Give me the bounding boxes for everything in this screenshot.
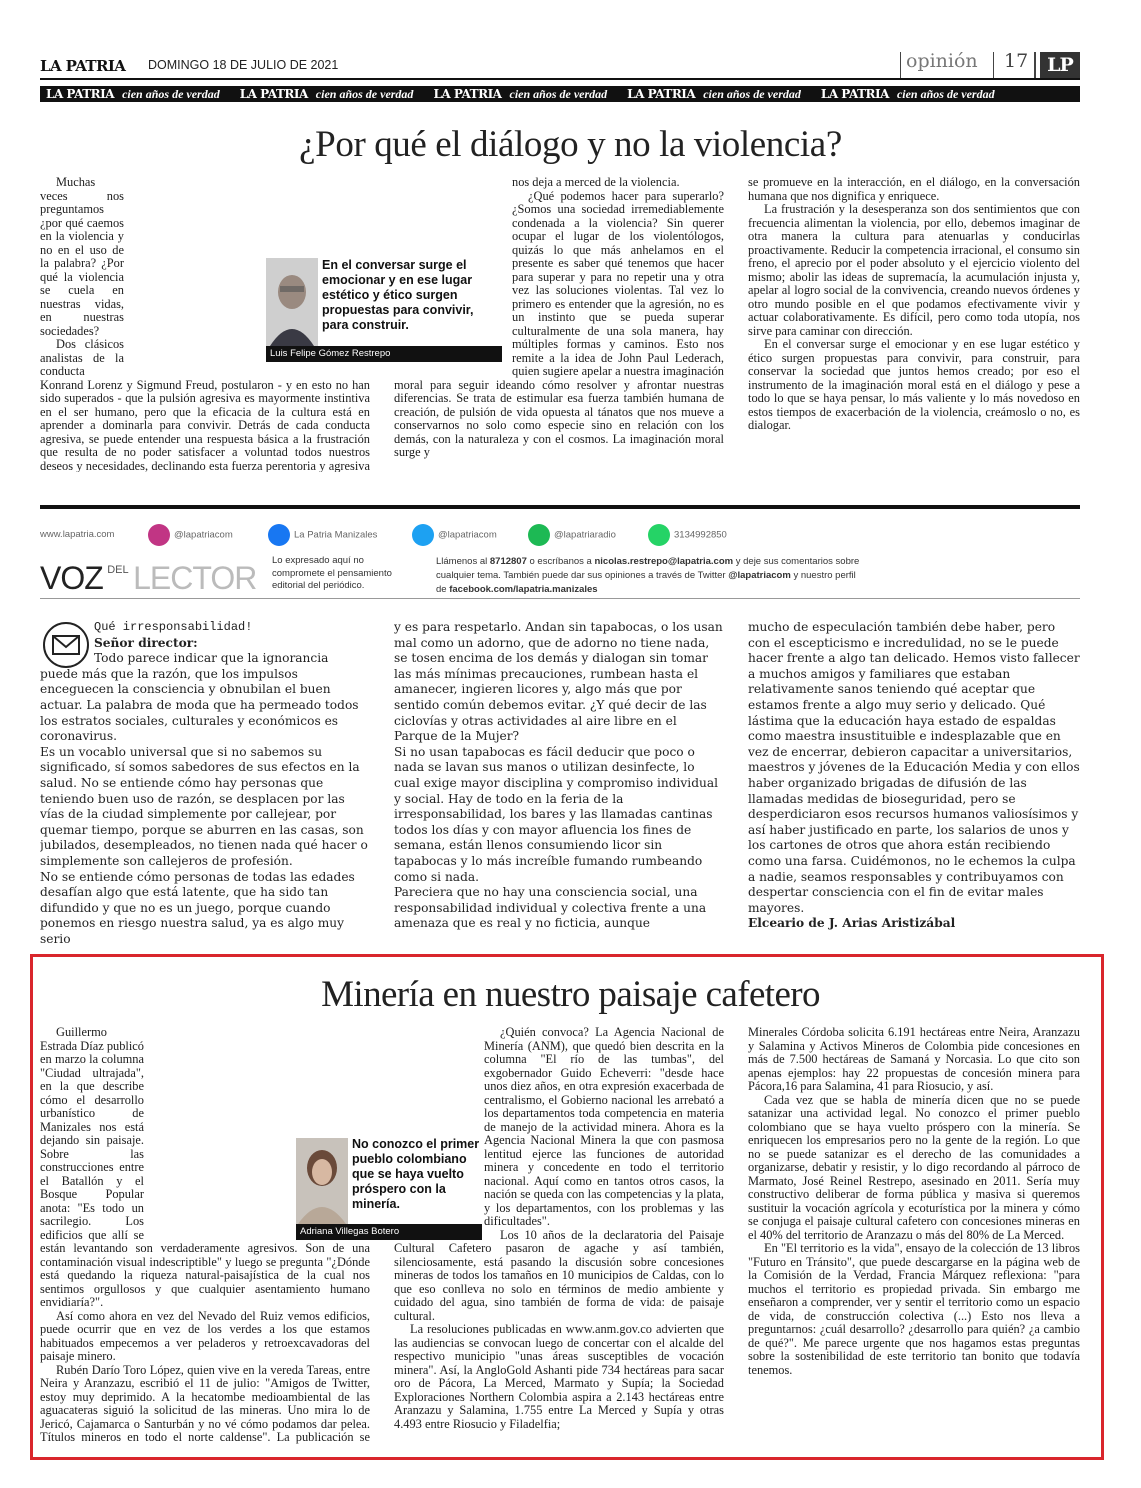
letter-paragraph: mucho de especulación también debe haber, pero con el escepticismo e incredulidad, no se le puede hacer frente a algo tan delicado. Hemos visto fallecer a muchos amigos y familiares que estaban relativamente sanos teniendo qué aceptar que estamos frente a algo muy serio y delicado. Qué lástima que la educación haya estado de espaldas como maestra insustituible e indesplazable que en vez de encerrar, debieron capacitar a universitarios, maestros y jóvenes de la Educación Media y con ellos haber organizado brigadas de difusión de las llamadas medidas de bioseguridad, pero se desperdiciaron esos recursos humanos valiosísimos y así haber justificado en parte, los salarios de unos y los cartones de otros que ahora están recibiendo como una farsa. Cuidémonos, no le echemos la culpa a nadie, seamos responsables y contribuyamos con despertar consciencia con el fin de evitar males mayores. xyxy=(748,620,1080,915)
letter-column-3 xyxy=(748,620,1080,950)
portrait-icon xyxy=(266,258,318,346)
letter-paragraph: Pareciera que no hay una consciencia social, una responsabilidad individual y colectiva frente a una amenaza que es real y no ficticia, aunque xyxy=(394,885,707,931)
pull-quote: En el conversar surge el emocionar y en ese lugar estético y ético surgen propuestas para convivir, para construir. xyxy=(322,258,474,332)
article-paragraph: Rubén Darío Toro López, quien vive en la vereda Tareas, entre Neira y Aranzazu, escribió el 11 de julio: "Amigos de Twitter, estoy muy deprimido. A la hecatombe medioambiental de las aguacateras siguió la solicitud de las mineras. Uno mira lo de Jericó, Cajamarca o Santurbán y no vé cómo podamos dar pelea. Títulos mineros en todo el norte caldense". La publicación se xyxy=(40,1362,370,1444)
letter-paragraph: Si no usan tapabocas es fácil deducir que poco o nada se lavan sus manos o utilizan desinfecte, lo cual exige mayor disciplina y compromiso individual y social. Hay de todo en la feria de la irresponsabilidad, los bares y las llamadas cantinas todos los días y con mayor afluencia los fines de semana, están llenos consumiendo licor sin tapabocas y lo más increíble fumando rumbeando como si nada. xyxy=(394,744,719,884)
title-voz: VOZ xyxy=(40,560,103,596)
title-lector: LECTOR xyxy=(133,560,257,596)
article-paragraph: ¿Quién convoca? La Agencia Nacional de Minería (ANM), que quedó bien descrita en la columna "El río de las tumbas", del exgobernador Guido Echeverri: "desde hace unos diez años, en otra expresión exacerbada de centralismo, el Gobierno nacional les arrebató a los departamentos toda competencia en materia de manejo de la actividad minera. Ahora es la Agencia Nacional Minera la que con pasmosa lentitud ejerce las funciones de autoridad minera y concedente en todo el territorio nacional. Aquí como en tantos otros casos, la nación se queda con las competencias y la plata, y los departamentos, con los problemas y las dificultades". xyxy=(484,1026,724,1228)
contact-text: y nuestro perfil de xyxy=(436,570,856,595)
voz-rule xyxy=(40,598,1080,599)
article-column-3 xyxy=(748,1026,1080,1444)
banner-brand: LA PATRIA xyxy=(46,87,115,101)
portrait-icon xyxy=(296,1138,348,1224)
lp-logo: LP xyxy=(1040,52,1080,78)
banner-brand: LA PATRIA xyxy=(433,87,502,101)
banner-tagline: cien años de verdad xyxy=(122,87,220,101)
article-paragraph: Guillermo Estrada Díaz publicó en marzo la columna "Ciudad ultrajada", en la que describe cómo el desarrollo urbanístico de Manizales nos está dejando sin paisaje. Sobre las construcciones entre el Batallón y el Bosque Popular anota: "Es todo un sacrilegio. Los edificios que allí se están levantando son verdaderamente agresivos. Son de una contaminación visual indescriptible" y luego se pregunta "¿Dónde está quedando la riqueza natural-paisajística de la cual nos sentimos orgullosos y que cualquier asentamiento humano envidiaría?". xyxy=(40,1026,370,1309)
twitter-icon xyxy=(412,524,434,546)
facebook-icon xyxy=(268,524,290,546)
page-number: 17 xyxy=(1004,50,1029,72)
article-title: ¿Por qué el diálogo y no la violencia? xyxy=(299,124,842,165)
envelope-float xyxy=(40,620,94,664)
article-paragraph: Los 10 años de la declaratoria del Paisaje Cultural Cafetero pasaron de agache y así también, silenciosamente, está pasando la discusión sobre concesiones mineras de todos los tamaños en 10 municipios de Caldas, con lo que eso conlleva no solo en términos de medio ambiente y cuidado del agua, sino también de forma de vida: de paisaje cultural. xyxy=(394,1227,724,1323)
banner-tagline: cien años de verdad xyxy=(509,87,608,101)
letter-title: Qué irresponsabilidad! xyxy=(94,620,253,634)
author-photo xyxy=(266,258,318,346)
article-paragraph: La resoluciones publicadas en www.anm.gov.co advierten que las audiencias se convocan luego de concertar con el alcalde del respectivo municipio "unas áreas susceptibles de vocación minera". Así, la AngloGold Ashanti pide 734 hectáreas para sacar oro de Pácora, La Merced, Marmato y Supía; la Sociedad Exploraciones Northern Colombia aspira a 2.143 hectáreas entre Aranzazu y Salamina, 1.755 entre La Merced y Supía y otras 4.493 entre Riosucio y Filadelfia; xyxy=(394,1322,724,1431)
header-rule xyxy=(40,78,1080,80)
contact-facebook[interactable]: facebook.com/lapatria.manizales xyxy=(449,584,598,595)
author-photo xyxy=(296,1138,348,1224)
letter-column-1 xyxy=(40,620,368,950)
letter-column-2 xyxy=(394,620,724,950)
instagram-link[interactable] xyxy=(148,524,233,546)
masthead-brand: LA PATRIA xyxy=(40,57,126,75)
letter-signature: Elceario de J. Arias Aristizábal xyxy=(748,916,956,931)
article-paragraph: Minerales Córdoba solicita 6.191 hectáreas entre Neira, Aranzazu y Salamina y Activos Mineros de Colombia pide concesiones en más de 7.500 hectáreas de Samaná y Norcasia. Lo que cito son apenas ejemplos: hay 22 propuestas de concesión minera para Pácora,16 para Salamina, 41 para Riosucio, y así. xyxy=(748,1026,1080,1093)
contact-text: o escríbanos a xyxy=(526,556,595,567)
letter-paragraph: No se entiende cómo personas de todas las edades desafían algo que está latente, que ha sido tan difundido y que no es un juego, porque cuando ponemos en riesgo nuestra salud, ya es algo muy serio xyxy=(40,869,355,946)
article-paragraph: Muchas veces nos preguntamos ¿por qué caemos en la violencia y no en el uso de la palabra? ¿Por qué la violencia se cuela en nuestras vidas, en nuestras sociedades? xyxy=(40,176,124,338)
contact-text: Llámenos al xyxy=(436,556,490,567)
instagram-icon xyxy=(148,524,170,546)
banner-brand: LA PATRIA xyxy=(627,87,696,101)
article-paragraph: En el conversar surge el emocionar y en ese lugar estético y ético surgen propuestas para convivir, para construir, para conservar la sociedad que juntos hemos creado; por eso el instrumento de la imaginación moral está en el diálogo y pese a todo lo que se haya pensar, lo más valiente y lo más novedoso en estos tiempos de exacerbación de la violencia, creámoslo o no, es dialogar. xyxy=(748,337,1080,432)
section-divider xyxy=(900,52,901,78)
twitter-link[interactable] xyxy=(412,524,497,546)
whatsapp-link[interactable] xyxy=(648,524,727,546)
letter-salutation: Señor director: xyxy=(94,635,198,650)
spotify-handle: @lapatriaradio xyxy=(554,529,616,541)
website-link[interactable]: www.lapatria.com xyxy=(40,529,115,540)
whatsapp-number: 3134992850 xyxy=(674,529,727,541)
tagline-banner xyxy=(40,86,1080,102)
letter-paragraph: y es para respetarlo. Andan sin tapabocas, o los usan mal como un adorno, que de adorno no tiene nada, se tosen encima de los demás y dialogan sin tomar las más mínimas precauciones, rumbean hasta el amanecer, ingieren licores y, algo más que por sentido común debemos evitar. ¿Y qué decir de las ciclovías y otras actividades al aire libre en el Parque de la Mujer? xyxy=(394,620,723,744)
contact-twitter[interactable]: @lapatriacom xyxy=(728,570,791,581)
section-label: opinión xyxy=(906,50,978,72)
whatsapp-icon xyxy=(648,524,670,546)
article-paragraph: Así como ahora en vez del Nevado del Ruiz vemos edificios, puede ocurrir que en vez de los verdes a los que estamos habituados empecemos a ver peladeros y retroexcavadoras del paisaje minero. xyxy=(40,1308,370,1363)
spotify-link[interactable] xyxy=(528,524,616,546)
disclaimer: Lo expresado aquí no compromete el pensamiento editorial del periódico. xyxy=(272,555,392,591)
article-paragraph: En "El territorio es la vida", ensayo de la colección de 13 libros "Futuro en Tránsito", que puede descargarse en la página web de la Comisión de la Verdad, Francia Márquez reflexiona: "para muchos el territorio es propiedad privada. Sin embargo me enseñaron a comprender, ver y sentir el territorio como un espacio de vida, de construcción colectiva (...) Esto nos lleva a preguntarnos: ¿cuál desarrollo? ¿desarrollo para quién? ¿a cambio de qué?". Me parece urgente que nos hagamos estas preguntas sobre la sostenibilidad de este territorio tan bonito que todavía tenemos. xyxy=(748,1241,1080,1377)
section-divider xyxy=(993,52,994,78)
article-paragraph: Cada vez que se habla de minería dicen que no se puede satanizar una actividad legal. No conozco el primer pueblo colombiano que se haya vuelto próspero con la minería. Se enriquecen los empresarios pero no la gente de la región. Lo que no se puede satanizar es el derecho de las comunidades a organizarse, debatir y resistir, y lo digo recordando al párroco de Marmato, José Reinel Restrepo, asesinado en 2011. Sería muy constructivo deliberar de forma pública y masiva si queremos sustituir la vocación agrícola y ecoturística por la minera y cómo se conjuga el paisaje cultural cafetero con concesiones mineras en el 40% del territorio de Aranzazu o más del 80% de La Merced. xyxy=(748,1092,1080,1242)
contact-email[interactable]: nicolas.restrepo@lapatria.com xyxy=(594,556,734,567)
spotify-icon xyxy=(528,524,550,546)
contact-text: y deje sus comentarios sobre cualquier tema. También puede dar sus opiniones a través de Twitter xyxy=(436,556,860,581)
author-caption: Adriana Villegas Botero xyxy=(296,1224,482,1240)
section-divider xyxy=(1034,52,1036,78)
section-rule xyxy=(40,505,1080,509)
article-paragraph: La frustración y la desesperanza son dos sentimientos que con frecuencia alimentan la violencia, por ello, debemos imaginar de otra manera la cultura para atenuarlas y conducirlas proactivamente. Reducir la competencia irracional, el consumo sin freno, el aprecio por el poder absoluto y el ejercicio violento del mismo; abolir las ideas de supremacía, la acumulación injusta y, apelar al logro social de la convivencia, creando nuevos órdenes y otro mundo posible en el que podamos efectivamente vivir y actuar colaborativamente. Es difícil, pero como toda utopía, nos sirve para caminar con dirección. xyxy=(748,202,1080,338)
banner-brand: LA PATRIA xyxy=(239,87,308,101)
article-title: Minería en nuestro paisaje cafetero xyxy=(321,974,820,1015)
twitter-handle: @lapatriacom xyxy=(438,529,497,541)
banner-tagline: cien años de verdad xyxy=(703,87,801,101)
facebook-handle: La Patria Manizales xyxy=(294,529,378,541)
article-column-1 xyxy=(40,176,370,472)
issue-date: DOMINGO 18 DE JULIO DE 2021 xyxy=(148,58,339,72)
banner-brand: LA PATRIA xyxy=(820,87,889,101)
letter-paragraph: Todo parece indicar que la ignorancia puede más que la razón, que los impulsos enceguecen la consciencia y obnubilan el buen actuar. La palabra de moda que ha permeado todos los estratos sociales, culturales y económicos es coronavirus. xyxy=(40,651,359,744)
voz-lector-title xyxy=(40,560,256,596)
article-paragraph: nos deja a merced de la violencia. xyxy=(512,176,680,189)
letter-paragraph: Es un vocablo universal que si no sabemos su significado, sí somos sabedores de sus efectos en la salud. No se entiende cómo hay personas que teniendo buen uso de razón, se desplacen por las vías de la ciudad simplemente por callejear, por quemar tiempo, porque se aburren en las casas, son jubilados, desempleados, no tienen nada qué hacer o simplemente son callejeros de profesión. xyxy=(40,744,368,868)
article-paragraph: se promueve en la interacción, en el diálogo, en la conversación humana que nos dignifica y enriquece. xyxy=(748,176,1080,203)
author-caption: Luis Felipe Gómez Restrepo xyxy=(266,346,502,362)
contact-phone[interactable]: 8712807 xyxy=(489,556,527,567)
instagram-handle: @lapatriacom xyxy=(174,529,233,541)
banner-tagline: cien años de verdad xyxy=(315,87,414,101)
title-del: DEL xyxy=(107,564,129,576)
contact-info xyxy=(436,555,866,597)
article-column-3 xyxy=(748,176,1080,472)
facebook-link[interactable] xyxy=(268,524,377,546)
article-paragraph: ¿Qué podemos hacer para superarlo? ¿Somos una sociedad irremediablemente condenada a la violencia? Sin querer ocupar el lugar de los violentólogos, quizás lo que más anhelamos en el presente es saber qué tenemos que hacer para superar y para no repetir una y otra vez las soluciones violentas. Tal vez lo primero es entender que la agresión, no es un instinto que se pueda superar culturalmente de una sola manera, hay múltiples formas y caminos. Esto nos remite a la idea de John Paul Lederach, quien sugiere apelar a nuestra imaginación moral para seguir ideando cómo resolver y afrontar nuestras diferencias. Se trata de estimular esa fuerza también humana de creación, de pulsión de vida opuesta al tánatos que nos mueve a conservarnos no solo como especie sino en relación con los demás, con la naturaleza y con el cosmos. La imaginación moral surge y xyxy=(394,188,724,459)
article-paragraph: Dos clásicos analistas de la conducta Konrand Lorenz y Sigmund Freud, postularon - y en esto no han sido superados - que la pulsión agresiva es mayormente instintiva en el ser humano, pero que la eficacia de la cultura está en aprender a dominarla para convivir. Detrás de cada conducta agresiva, se puede entender una respuesta básica a la frustración que resulta de no poder satisfacer a voluntad todos nuestros deseos y necesidades, declinando esta fuerza perentoria y agresiva xyxy=(40,337,370,472)
banner-tagline: cien años de verdad xyxy=(896,87,995,101)
pull-quote: No conozco el primer pueblo colombiano que se haya vuelto próspero con la minería. xyxy=(352,1137,480,1211)
